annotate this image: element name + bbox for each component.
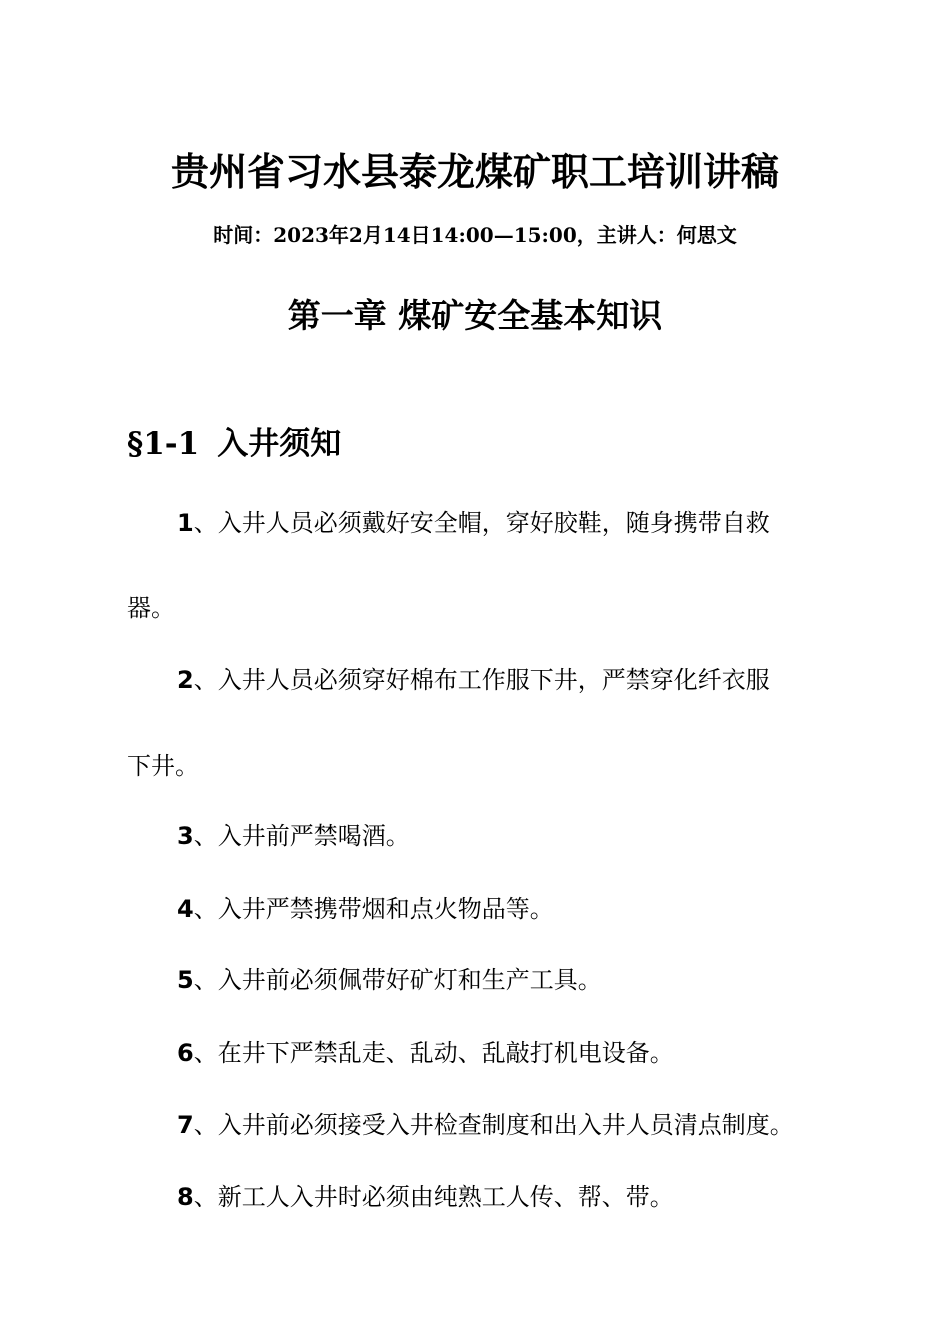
item-text: 、入井前严禁喝酒。: [193, 822, 410, 850]
item-text: 、入井人员必须穿好棉布工作服下井，严禁穿化纤衣服: [193, 666, 770, 694]
chapter-heading: 第一章 煤矿安全基本知识: [287, 296, 663, 335]
item-text: 、入井前必须接受入井检查制度和出入井人员清点制度。: [193, 1111, 794, 1139]
section-heading: [127, 420, 341, 468]
item-number: 8: [177, 1183, 194, 1211]
item-number: 4: [177, 895, 194, 923]
item-text: 、入井前必须佩带好矿灯和生产工具。: [193, 966, 602, 994]
item-text: 、新工人入井时必须由纯熟工人传、帮、带。: [193, 1183, 674, 1211]
list-item-continuation: 下井。: [127, 752, 199, 780]
item-text: 、入井人员必须戴好安全帽，穿好胶鞋，随身携带自救: [193, 509, 770, 537]
item-number: 7: [177, 1111, 194, 1139]
item-number: 1: [177, 509, 194, 537]
section-title-text: 入井须知: [217, 426, 342, 462]
item-number: 6: [177, 1039, 194, 1067]
document-title: 贵州省习水县泰龙煤矿职工培训讲稿: [170, 150, 779, 194]
section-number: §1-1: [127, 426, 200, 462]
list-item: [127, 818, 877, 854]
list-item: [127, 962, 877, 998]
list-item: [127, 662, 877, 698]
item-number: 3: [177, 822, 194, 850]
item-text: 、在井下严禁乱走、乱动、乱敲打机电设备。: [193, 1039, 674, 1067]
lecture-info: 时间：2023年2月14日14:00—15:00，主讲人：何思文: [213, 223, 737, 247]
list-item: [127, 891, 877, 927]
item-number: 5: [177, 966, 194, 994]
list-item: [127, 1179, 877, 1215]
list-item: [127, 505, 877, 541]
list-item: [127, 1035, 877, 1071]
list-item-continuation: 器。: [127, 594, 175, 622]
list-item: [127, 1107, 877, 1143]
item-text: 、入井严禁携带烟和点火物品等。: [193, 895, 554, 923]
item-number: 2: [177, 666, 194, 694]
